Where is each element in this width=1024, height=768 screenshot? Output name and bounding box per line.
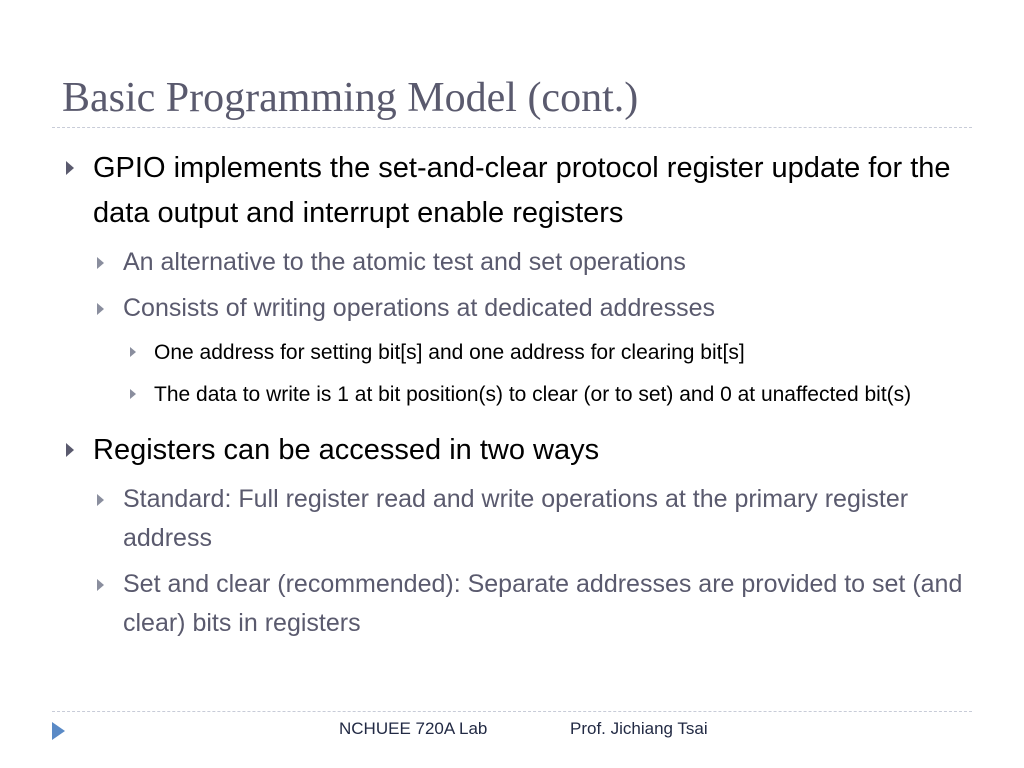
sub-sub-bullet-text: The data to write is 1 at bit position(s) to clear (or to set) and 0 at unaffected bit(s): [154, 383, 912, 406]
bullet-text: Registers can be accessed in two ways: [93, 434, 600, 466]
bullet-gpio-protocol: [60, 146, 970, 236]
bullet-registers-access: [60, 428, 970, 473]
sub-bullet-text: Standard: Full register read and write operations at the primary register address: [123, 485, 909, 552]
bullet-triangle-icon: [66, 443, 74, 457]
sub-bullet-text: Consists of writing operations at dedicated addresses: [123, 294, 715, 322]
sub-sub-bullet-data-to-write: [123, 377, 970, 412]
sub-bullet-text: An alternative to the atomic test and set operations: [123, 248, 686, 276]
footer-lab: NCHUEE 720A Lab: [339, 719, 488, 738]
sub-bullet-alternative: [91, 243, 970, 282]
sub-bullet-writing-operations: [91, 289, 970, 328]
footer-professor: Prof. Jichiang Tsai: [570, 719, 708, 738]
sub-bullet-standard: [91, 480, 970, 558]
sub-bullet-text: Set and clear (recommended): Separate addresses are provided to set (and clear) bits in registers: [123, 570, 963, 637]
slide-title: Basic Programming Model (cont.): [62, 75, 639, 121]
play-arrow-icon: [52, 722, 65, 740]
bullet-triangle-icon: [97, 494, 104, 506]
sub-sub-bullet-addresses: [123, 335, 970, 370]
bullet-triangle-icon: [97, 257, 104, 269]
bullet-triangle-icon: [66, 161, 74, 175]
slide-content: [60, 146, 970, 643]
bullet-triangle-icon: [97, 579, 104, 591]
bullet-triangle-icon: [130, 347, 136, 357]
sub-bullet-set-and-clear: [91, 565, 970, 643]
sub-sub-bullet-text: One address for setting bit[s] and one address for clearing bit[s]: [154, 341, 745, 364]
bullet-triangle-icon: [97, 303, 104, 315]
footer-divider: [52, 711, 972, 712]
bullet-text: GPIO implements the set-and-clear protocol register update for the data output and interrupt enable registers: [93, 152, 951, 229]
title-divider: [52, 127, 972, 128]
bullet-triangle-icon: [130, 389, 136, 399]
